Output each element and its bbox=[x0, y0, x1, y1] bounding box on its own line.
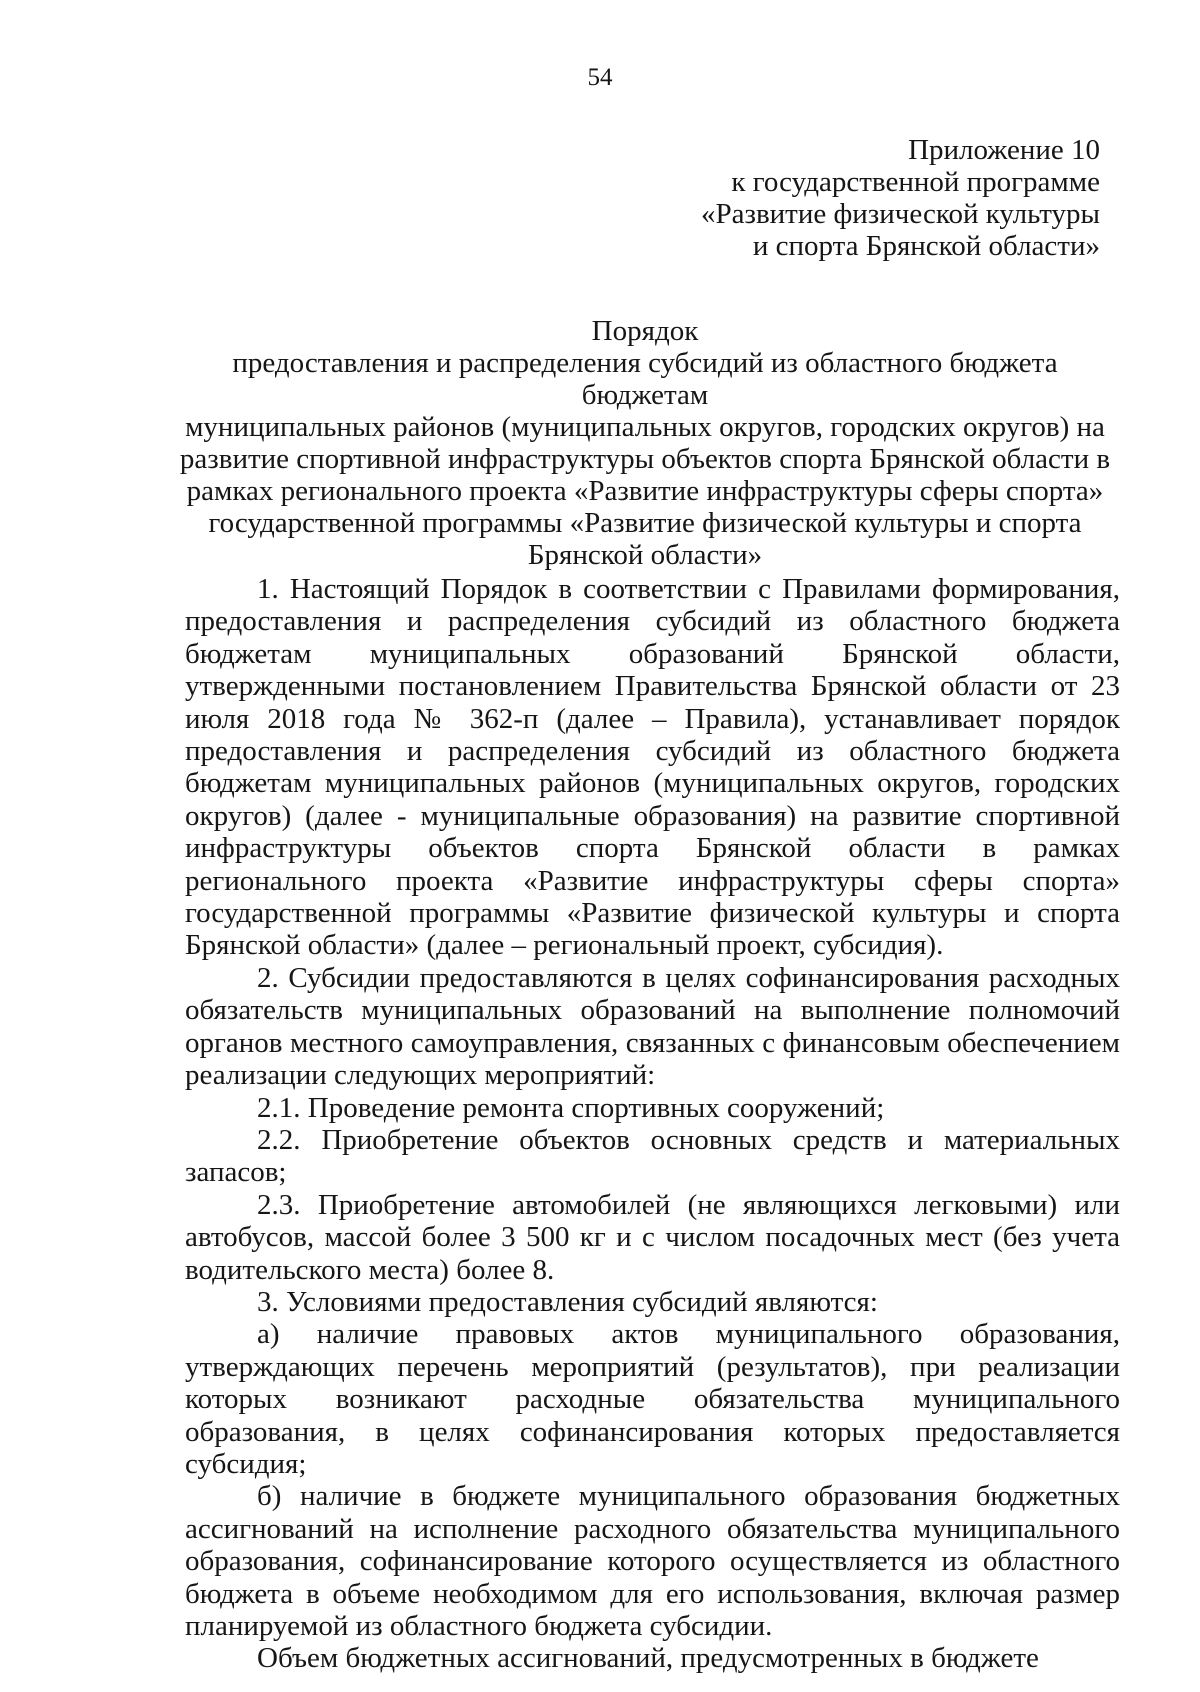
paragraph-1: 1. Настоящий Порядок в соответствии с Правилами формирования, предоставления и распределения субсидий из областного бюджета бюджетам муниципальных образований Брянской области, утвержденными постановлением Правительства Брянской области от 23 июля 2018 года № 362-п (далее – Правила), устанавливает порядок предоставления и распределения субсидий из областного бюджета бюджетам муниципальных районов (муниципальных округов, городских округов) (далее - муниципальные образования) на развитие спортивной инфраструктуры объектов спорта Брянской области в рамках регионального проекта «Развитие инфраструктуры сферы спорта» государственной программы «Развитие физической культуры и спорта Брянской области» (далее – региональный проект, субсидия). bbox=[185, 573, 1120, 962]
appendix-header bbox=[701, 134, 1100, 262]
document-title bbox=[170, 315, 1120, 571]
title-line: муниципальных районов (муниципальных округов, городских округов) на bbox=[185, 411, 1105, 443]
title-line: Брянской области» bbox=[527, 539, 763, 571]
paragraph-2-2: 2.2. Приобретение объектов основных средств и материальных запасов; bbox=[185, 1123, 1120, 1189]
paragraph-3-b: б) наличие в бюджете муниципального образования бюджетных ассигнований на исполнение расходного обязательства муниципального образования, софинансирование которого осуществляется из областного бюджета в объеме необходимом для его использования, включая размер планируемой из областного бюджета субсидии. bbox=[185, 1480, 1120, 1642]
title-line: рамках регионального проекта «Развитие инфраструктуры сферы спорта» bbox=[186, 475, 1104, 507]
title-line: развитие спортивной инфраструктуры объектов спорта Брянской области в bbox=[179, 443, 1111, 475]
paragraph-3: 3. Условиями предоставления субсидий являются: bbox=[257, 1285, 878, 1318]
appendix-line: «Развитие физической культуры bbox=[701, 198, 1100, 230]
appendix-line: к государственной программе bbox=[731, 166, 1100, 198]
title-line: предоставления и распределения субсидий из областного бюджета бюджетам bbox=[232, 347, 1058, 411]
paragraph-3-a: а) наличие правовых актов муниципального образования, утверждающих перечень мероприятий (результатов), при реализации которых возникают расходные обязательства муниципального образования, в целях софинансирования которых предоставляется субсидия; bbox=[185, 1318, 1120, 1480]
title-line: государственной программы «Развитие физической культуры и спорта bbox=[208, 507, 1082, 539]
paragraph-2: 2. Субсидии предоставляются в целях софинансирования расходных обязательств муниципальных образований на выполнение полномочий органов местного самоуправления, связанных с финансовым обеспечением реализации следующих мероприятий: bbox=[185, 961, 1120, 1092]
paragraph-2-1: 2.1. Проведение ремонта спортивных сооружений; bbox=[257, 1091, 885, 1124]
appendix-line: Приложение 10 bbox=[908, 134, 1100, 166]
appendix-line: и спорта Брянской области» bbox=[752, 230, 1100, 262]
paragraph-budget: Объем бюджетных ассигнований, предусмотренных в бюджете bbox=[257, 1642, 1039, 1675]
paragraph-2-3: 2.3. Приобретение автомобилей (не являющихся легковыми) или автобусов, массой более 3 500 кг и с числом посадочных мест (без учета водительского места) более 8. bbox=[185, 1188, 1120, 1286]
document-body bbox=[185, 573, 1120, 1675]
title-heading: Порядок bbox=[591, 315, 699, 347]
page-number: 54 bbox=[587, 64, 613, 91]
